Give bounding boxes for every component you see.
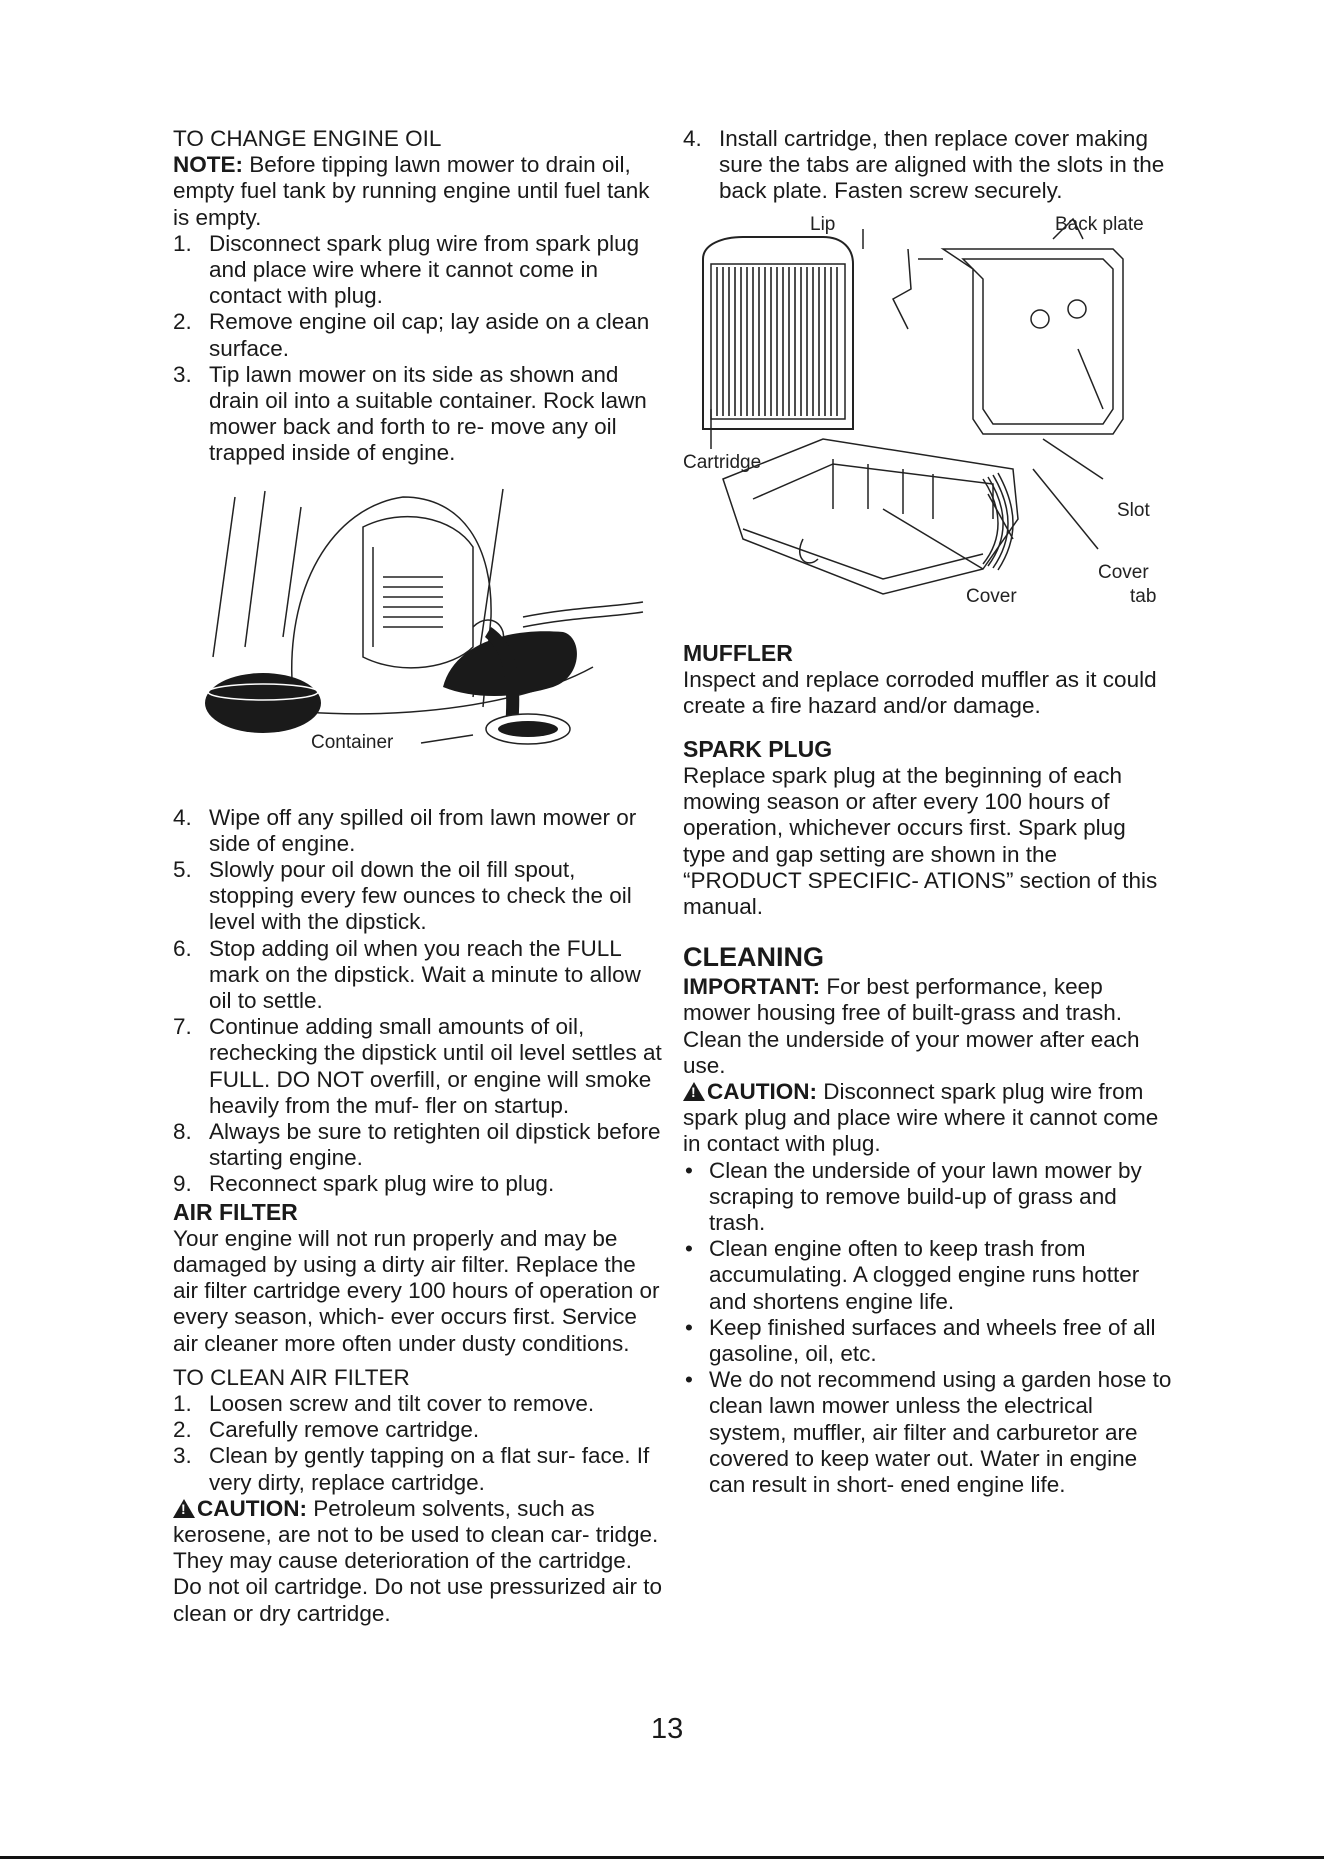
warning-icon (173, 1499, 195, 1518)
oil-steps-4-9 (173, 805, 663, 1198)
list-item (173, 1119, 663, 1171)
bullet-text: Keep finished surfaces and wheels free of all gasoline, oil, etc. (709, 1314, 1156, 1367)
step-number: 3. (173, 361, 192, 387)
step-number: 1. (173, 1390, 192, 1416)
muffler-heading: MUFFLER (683, 639, 793, 666)
bullet-text: Clean the underside of your lawn mower by scraping to remove build-up of grass and trash. (709, 1157, 1142, 1236)
list-item (173, 1443, 663, 1495)
cover-tab-label-line2: tab (1130, 585, 1157, 607)
list-item (173, 805, 663, 857)
spark-plug-paragraph: Replace spark plug at the beginning of each mowing season or after every 100 hours of operation, whichever occurs first. Spark plug type and gap setting are shown in the “PRODUCT SPECIFIC- ATIONS” section of this manual. (683, 763, 1158, 920)
bullet-icon: • (685, 1314, 693, 1340)
air-filter-steps (173, 1391, 663, 1496)
step-text: Tip lawn mower on its side as shown and drain oil into a suitable container. Rock lawn mower back and forth to re- move any oil trapped inside of engine. (209, 361, 647, 466)
list-item (173, 936, 663, 1015)
step-number: 9. (173, 1171, 192, 1197)
list-item (173, 231, 663, 310)
caution-label: CAUTION: (707, 1079, 817, 1105)
step-text: Clean by gently tapping on a flat sur- face. If very dirty, replace cartridge. (209, 1443, 650, 1495)
step-number: 1. (173, 230, 192, 256)
step-number: 2. (173, 1417, 192, 1443)
step-number: 7. (173, 1014, 192, 1040)
note-text: Before tipping lawn mower to drain oil, empty fuel tank by running engine until fuel tank is empty. (173, 152, 650, 230)
list-item (683, 126, 1173, 205)
step-text: Reconnect spark plug wire to plug. (209, 1171, 555, 1197)
step-text: Stop adding oil when you reach the FULL mark on the dipstick. Wait a minute to allow oil to settle. (209, 935, 641, 1014)
step-text: Always be sure to retighten oil dipstick before starting engine. (209, 1119, 661, 1171)
list-item (683, 1367, 1173, 1498)
warning-icon (683, 1082, 705, 1101)
list-item (683, 1158, 1173, 1237)
list-item (173, 309, 663, 361)
step-number: 4. (683, 126, 702, 151)
lawn-mower-tipped-illustration (173, 467, 663, 797)
note-paragraph (173, 152, 663, 231)
step-text: Loosen screw and tilt cover to remove. (209, 1390, 595, 1416)
list-item (683, 1236, 1173, 1315)
step-number: 5. (173, 857, 192, 883)
important-paragraph (683, 974, 1173, 1079)
cartridge-label: Cartridge (683, 451, 762, 473)
step-number: 6. (173, 935, 192, 961)
air-filter-paragraph: Your engine will not run properly and may be damaged by using a dirty air filter. Replace the air filter cartridge every 100 hours of operation or every season, which- ever occurs first. Service air cleaner more often under dusty conditions. (173, 1225, 660, 1356)
important-label: IMPORTANT: (683, 974, 821, 1000)
step-text: Carefully remove cartridge. (209, 1417, 480, 1443)
left-column (173, 126, 663, 1627)
back-plate-label: Back plate (1055, 213, 1144, 235)
clean-air-filter-heading: TO CLEAN AIR FILTER (173, 1364, 410, 1390)
bullet-icon: • (685, 1157, 693, 1183)
bottom-rule (0, 1856, 1324, 1859)
step-number: 4. (173, 804, 192, 830)
step-number: 2. (173, 309, 192, 335)
air-filter-illustration (683, 209, 1173, 629)
spark-plug-heading: SPARK PLUG (683, 736, 833, 763)
lip-label: Lip (810, 213, 836, 235)
caution-text: Disconnect spark plug wire from spark plug and place wire where it cannot come in contact with plug. (683, 1079, 1159, 1157)
list-item (173, 857, 663, 936)
note-label: NOTE: (173, 152, 243, 178)
cleaning-heading: CLEANING (683, 942, 824, 973)
step-text: Install cartridge, then replace cover making sure the tabs are aligned with the slots in the back plate. Fasten screw securely. (719, 126, 1165, 204)
list-item (173, 1171, 663, 1197)
step-text: Slowly pour oil down the oil fill spout, stopping every few ounces to check the oil level with the dipstick. (209, 857, 632, 935)
step-number: 3. (173, 1443, 192, 1469)
page-number: 13 (651, 1713, 684, 1745)
right-column (683, 126, 1173, 1498)
cleaning-bullets (683, 1158, 1173, 1499)
step-text: Remove engine oil cap; lay aside on a clean surface. (209, 309, 650, 361)
container-label: Container (311, 731, 394, 753)
step-text: Wipe off any spilled oil from lawn mower or side of engine. (209, 804, 637, 856)
bullet-icon: • (685, 1236, 693, 1262)
bullet-text: Clean engine often to keep trash from accumulating. A clogged engine runs hotter and shortens engine life. (709, 1236, 1140, 1314)
list-item (173, 1014, 663, 1119)
drain-oil-illustration (173, 467, 663, 797)
cover-label: Cover (966, 585, 1017, 607)
change-oil-heading: TO CHANGE ENGINE OIL (173, 126, 442, 151)
list-item (173, 362, 663, 467)
muffler-paragraph: Inspect and replace corroded muffler as it could create a fire hazard and/or damage. (683, 666, 1157, 718)
important-text: For best performance, keep mower housing free of built-grass and trash. Clean the underside of your mower after each use. (683, 974, 1140, 1078)
caution-label: CAUTION: (197, 1495, 307, 1521)
bullet-icon: • (685, 1367, 693, 1393)
step-number: 8. (173, 1119, 192, 1145)
list-item (173, 1391, 663, 1417)
caution-text: Petroleum solvents, such as kerosene, are not to be used to clean car- tridge. They may cause deterioration of the cartridge. Do not oil cartridge. Do not use pressurized air to clean or dry cartridge. (173, 1495, 662, 1626)
install-step (683, 126, 1173, 205)
bullet-text: We do not recommend using a garden hose to clean lawn mower unless the electrical system, muffler, air filter and carburetor are covered to keep water out. Water in engine can result in short- ened engine life. (709, 1367, 1172, 1498)
step-text: Continue adding small amounts of oil, rechecking the dipstick until oil level settles at FULL. DO NOT overfill, or engine will smoke heavily from the muf- fler on startup. (209, 1014, 662, 1118)
slot-label: Slot (1117, 499, 1150, 521)
list-item (173, 1417, 663, 1443)
step-text: Disconnect spark plug wire from spark plug and place wire where it cannot come in contact with plug. (209, 230, 640, 309)
air-filter-caution (173, 1496, 663, 1627)
oil-steps-1-3 (173, 231, 663, 467)
cleaning-caution (683, 1079, 1173, 1158)
air-filter-heading: AIR FILTER (173, 1198, 298, 1225)
list-item (683, 1315, 1173, 1367)
cover-tab-label-line1: Cover (1098, 561, 1149, 583)
